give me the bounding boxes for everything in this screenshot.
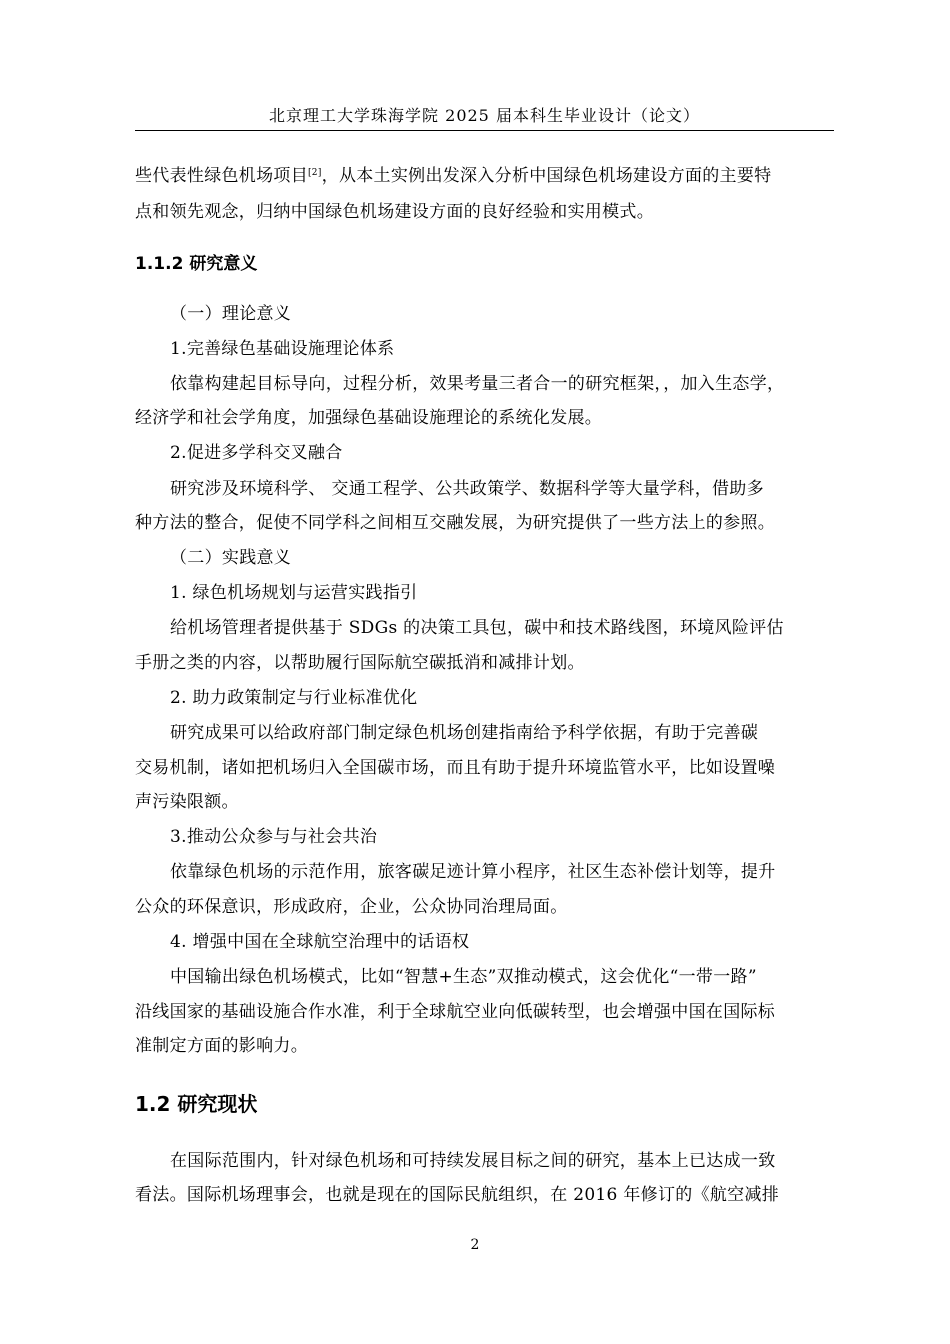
running-header: 北京理工大学珠海学院 2025 届本科生毕业设计（论文） bbox=[269, 106, 700, 125]
list-item-title: 1. 绿色机场规划与运营实践指引 bbox=[170, 583, 418, 603]
paragraph-line: 依靠构建起目标导向，过程分析，效果考量三者合一的研究框架，，加入生态学， bbox=[170, 374, 785, 394]
subsection-title-theory: （一）理论意义 bbox=[170, 304, 292, 324]
paragraph-line: 依靠绿色机场的示范作用，旅客碳足迹计算小程序，社区生态补偿计划等，提升 bbox=[170, 862, 776, 882]
paragraph-line: 研究成果可以给政府部门制定绿色机场创建指南给予科学依据，有助于完善碳 bbox=[170, 723, 759, 743]
paragraph-line: 研究涉及环境科学、 交通工程学、公共政策学、数据科学等大量学科，借助多 bbox=[170, 479, 764, 499]
paragraph-line: 种方法的整合，促使不同学科之间相互交融发展，为研究提供了一些方法上的参照。 bbox=[135, 513, 776, 533]
list-item-title: 1.完善绿色基础设施理论体系 bbox=[170, 339, 395, 359]
paragraph-line: 沿线国家的基础设施合作水准，利于全球航空业向低碳转型，也会增强中国在国际标 bbox=[135, 1002, 776, 1022]
subsection-title-practice: （二）实践意义 bbox=[170, 548, 292, 568]
paragraph-line: 点和领先观念，归纳中国绿色机场建设方面的良好经验和实用模式。 bbox=[135, 202, 654, 222]
paragraph-line: 在国际范围内，针对绿色机场和可持续发展目标之间的研究，基本上已达成一致 bbox=[170, 1151, 776, 1171]
list-item-title: 2. 助力政策制定与行业标准优化 bbox=[170, 688, 418, 708]
paragraph-line: 经济学和社会学角度，加强绿色基础设施理论的系统化发展。 bbox=[135, 408, 603, 428]
list-item-title: 2.促进多学科交叉融合 bbox=[170, 443, 343, 463]
paragraph-line: 交易机制，诸如把机场归入全国碳市场，而且有助于提升环境监管水平，比如设置噪 bbox=[135, 758, 776, 778]
header-rule bbox=[135, 130, 834, 131]
page-number: 2 bbox=[470, 1237, 480, 1253]
paragraph-line: 些代表性绿色机场项目[2]，从本土实例出发深入分析中国绿色机场建设方面的主要特 bbox=[135, 166, 772, 186]
citation-ref: [2] bbox=[308, 168, 322, 178]
paragraph-line: 手册之类的内容，以帮助履行国际航空碳抵消和减排计划。 bbox=[135, 653, 585, 673]
paragraph-line: 中国输出绿色机场模式，比如“智慧+生态”双推动模式，这会优化“一带一路” bbox=[170, 967, 757, 987]
section-heading-1-1-2: 1.1.2 研究意义 bbox=[135, 254, 258, 274]
section-heading-1-2: 1.2 研究现状 bbox=[135, 1092, 258, 1116]
list-item-title: 3.推动公众参与与社会共治 bbox=[170, 827, 378, 847]
paragraph-line: 给机场管理者提供基于 SDGs 的决策工具包，碳中和技术路线图，环境风险评估 bbox=[170, 618, 784, 638]
paragraph-line: 声污染限额。 bbox=[135, 792, 239, 812]
paragraph-line: 准制定方面的影响力。 bbox=[135, 1036, 308, 1056]
paragraph-line: 看法。国际机场理事会，也就是现在的国际民航组织，在 2016 年修订的《航空减排 bbox=[135, 1185, 780, 1205]
paragraph-line: 公众的环保意识，形成政府，企业，公众协同治理局面。 bbox=[135, 897, 568, 917]
list-item-title: 4. 增强中国在全球航空治理中的话语权 bbox=[170, 932, 470, 952]
